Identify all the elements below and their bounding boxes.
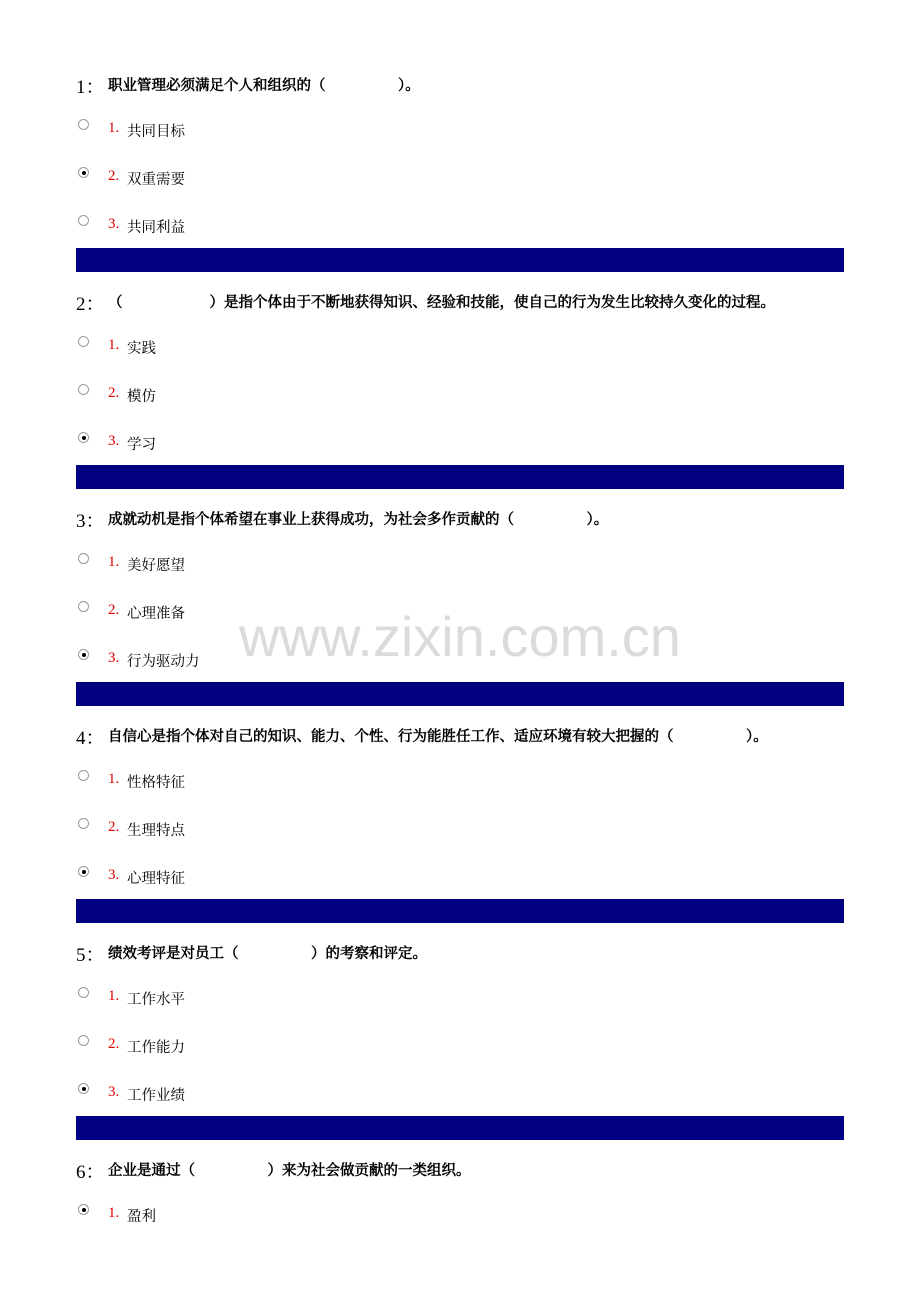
option-label: 双重需要 — [127, 172, 185, 188]
question-text: （ ）是指个体由于不断地获得知识、经验和技能，使自己的行为发生比较持久变化的过程。 — [108, 295, 775, 311]
radio-button[interactable] — [78, 987, 89, 998]
option-label: 心理准备 — [127, 606, 185, 622]
question-2 — [76, 289, 844, 480]
option-number: 2. — [108, 602, 120, 618]
question-number: 1： — [76, 77, 105, 98]
question-header — [76, 506, 844, 530]
question-number: 2： — [76, 294, 105, 315]
option-label: 共同目标 — [127, 124, 185, 140]
option-label: 行为驱动力 — [127, 654, 200, 670]
option-label: 工作水平 — [127, 992, 185, 1008]
option-1[interactable] — [76, 336, 844, 384]
question-separator — [76, 465, 844, 489]
question-text: 企业是通过（ ）来为社会做贡献的一类组织。 — [108, 1163, 471, 1179]
option-label: 心理特征 — [127, 871, 185, 887]
option-number: 1. — [108, 120, 120, 136]
question-separator — [76, 1116, 844, 1140]
option-label: 性格特征 — [127, 775, 185, 791]
option-number: 3. — [108, 216, 120, 232]
option-label: 生理特点 — [127, 823, 185, 839]
question-number: 3： — [76, 511, 105, 532]
radio-button[interactable] — [78, 553, 89, 564]
option-1[interactable] — [76, 553, 844, 601]
option-1[interactable] — [76, 1204, 844, 1252]
option-label: 学习 — [127, 437, 156, 453]
radio-button[interactable] — [78, 818, 89, 829]
option-label: 共同利益 — [127, 220, 185, 236]
option-1[interactable] — [76, 770, 844, 818]
question-text: 绩效考评是对员工（ ）的考察和评定。 — [108, 946, 427, 962]
option-number: 2. — [108, 168, 120, 184]
option-2[interactable] — [76, 384, 844, 432]
option-label: 盈利 — [127, 1209, 156, 1225]
question-text: 自信心是指个体对自己的知识、能力、个性、行为能胜任工作、适应环境有较大把握的（ ）。 — [108, 729, 768, 745]
question-number: 5： — [76, 945, 105, 966]
question-3 — [76, 506, 844, 697]
question-text: 职业管理必须满足个人和组织的（ ）。 — [108, 78, 420, 94]
radio-button[interactable] — [78, 336, 89, 347]
radio-button-selected[interactable] — [78, 866, 89, 877]
question-5 — [76, 940, 844, 1131]
question-header — [76, 72, 844, 96]
option-number: 1. — [108, 988, 120, 1004]
option-label: 实践 — [127, 341, 156, 357]
question-number: 6： — [76, 1162, 105, 1183]
option-number: 1. — [108, 771, 120, 787]
option-1[interactable] — [76, 119, 844, 167]
option-label: 工作业绩 — [127, 1088, 185, 1104]
radio-button-selected[interactable] — [78, 1083, 89, 1094]
option-number: 2. — [108, 385, 120, 401]
question-separator — [76, 248, 844, 272]
radio-button-selected[interactable] — [78, 432, 89, 443]
watermark-text: www.zixin.com.cn — [239, 605, 681, 668]
question-separator — [76, 682, 844, 706]
option-label: 模仿 — [127, 389, 156, 405]
option-number: 2. — [108, 819, 120, 835]
option-number: 3. — [108, 650, 120, 666]
option-number: 1. — [108, 554, 120, 570]
radio-button-selected[interactable] — [78, 1204, 89, 1215]
option-number: 2. — [108, 1036, 120, 1052]
question-6 — [76, 1157, 844, 1252]
question-text: 成就动机是指个体希望在事业上获得成功，为社会多作贡献的（ ）。 — [108, 512, 609, 528]
radio-button[interactable] — [78, 119, 89, 130]
option-1[interactable] — [76, 987, 844, 1035]
radio-button[interactable] — [78, 601, 89, 612]
option-number: 1. — [108, 1205, 120, 1221]
option-label: 工作能力 — [127, 1040, 185, 1056]
question-header — [76, 940, 844, 964]
option-number: 3. — [108, 433, 120, 449]
question-number: 4： — [76, 728, 105, 749]
option-label: 美好愿望 — [127, 558, 185, 574]
option-number: 3. — [108, 867, 120, 883]
radio-button-selected[interactable] — [78, 649, 89, 660]
radio-button[interactable] — [78, 215, 89, 226]
option-2[interactable] — [76, 167, 844, 215]
option-2[interactable] — [76, 818, 844, 866]
option-number: 3. — [108, 1084, 120, 1100]
radio-button[interactable] — [78, 384, 89, 395]
question-header — [76, 723, 844, 747]
radio-button[interactable] — [78, 770, 89, 781]
question-header — [76, 1157, 844, 1181]
option-number: 1. — [108, 337, 120, 353]
question-separator — [76, 899, 844, 923]
question-4 — [76, 723, 844, 914]
option-2[interactable] — [76, 1035, 844, 1083]
radio-button-selected[interactable] — [78, 167, 89, 178]
question-header — [76, 289, 844, 313]
option-2[interactable] — [76, 601, 844, 649]
radio-button[interactable] — [78, 1035, 89, 1046]
question-1 — [76, 72, 844, 263]
